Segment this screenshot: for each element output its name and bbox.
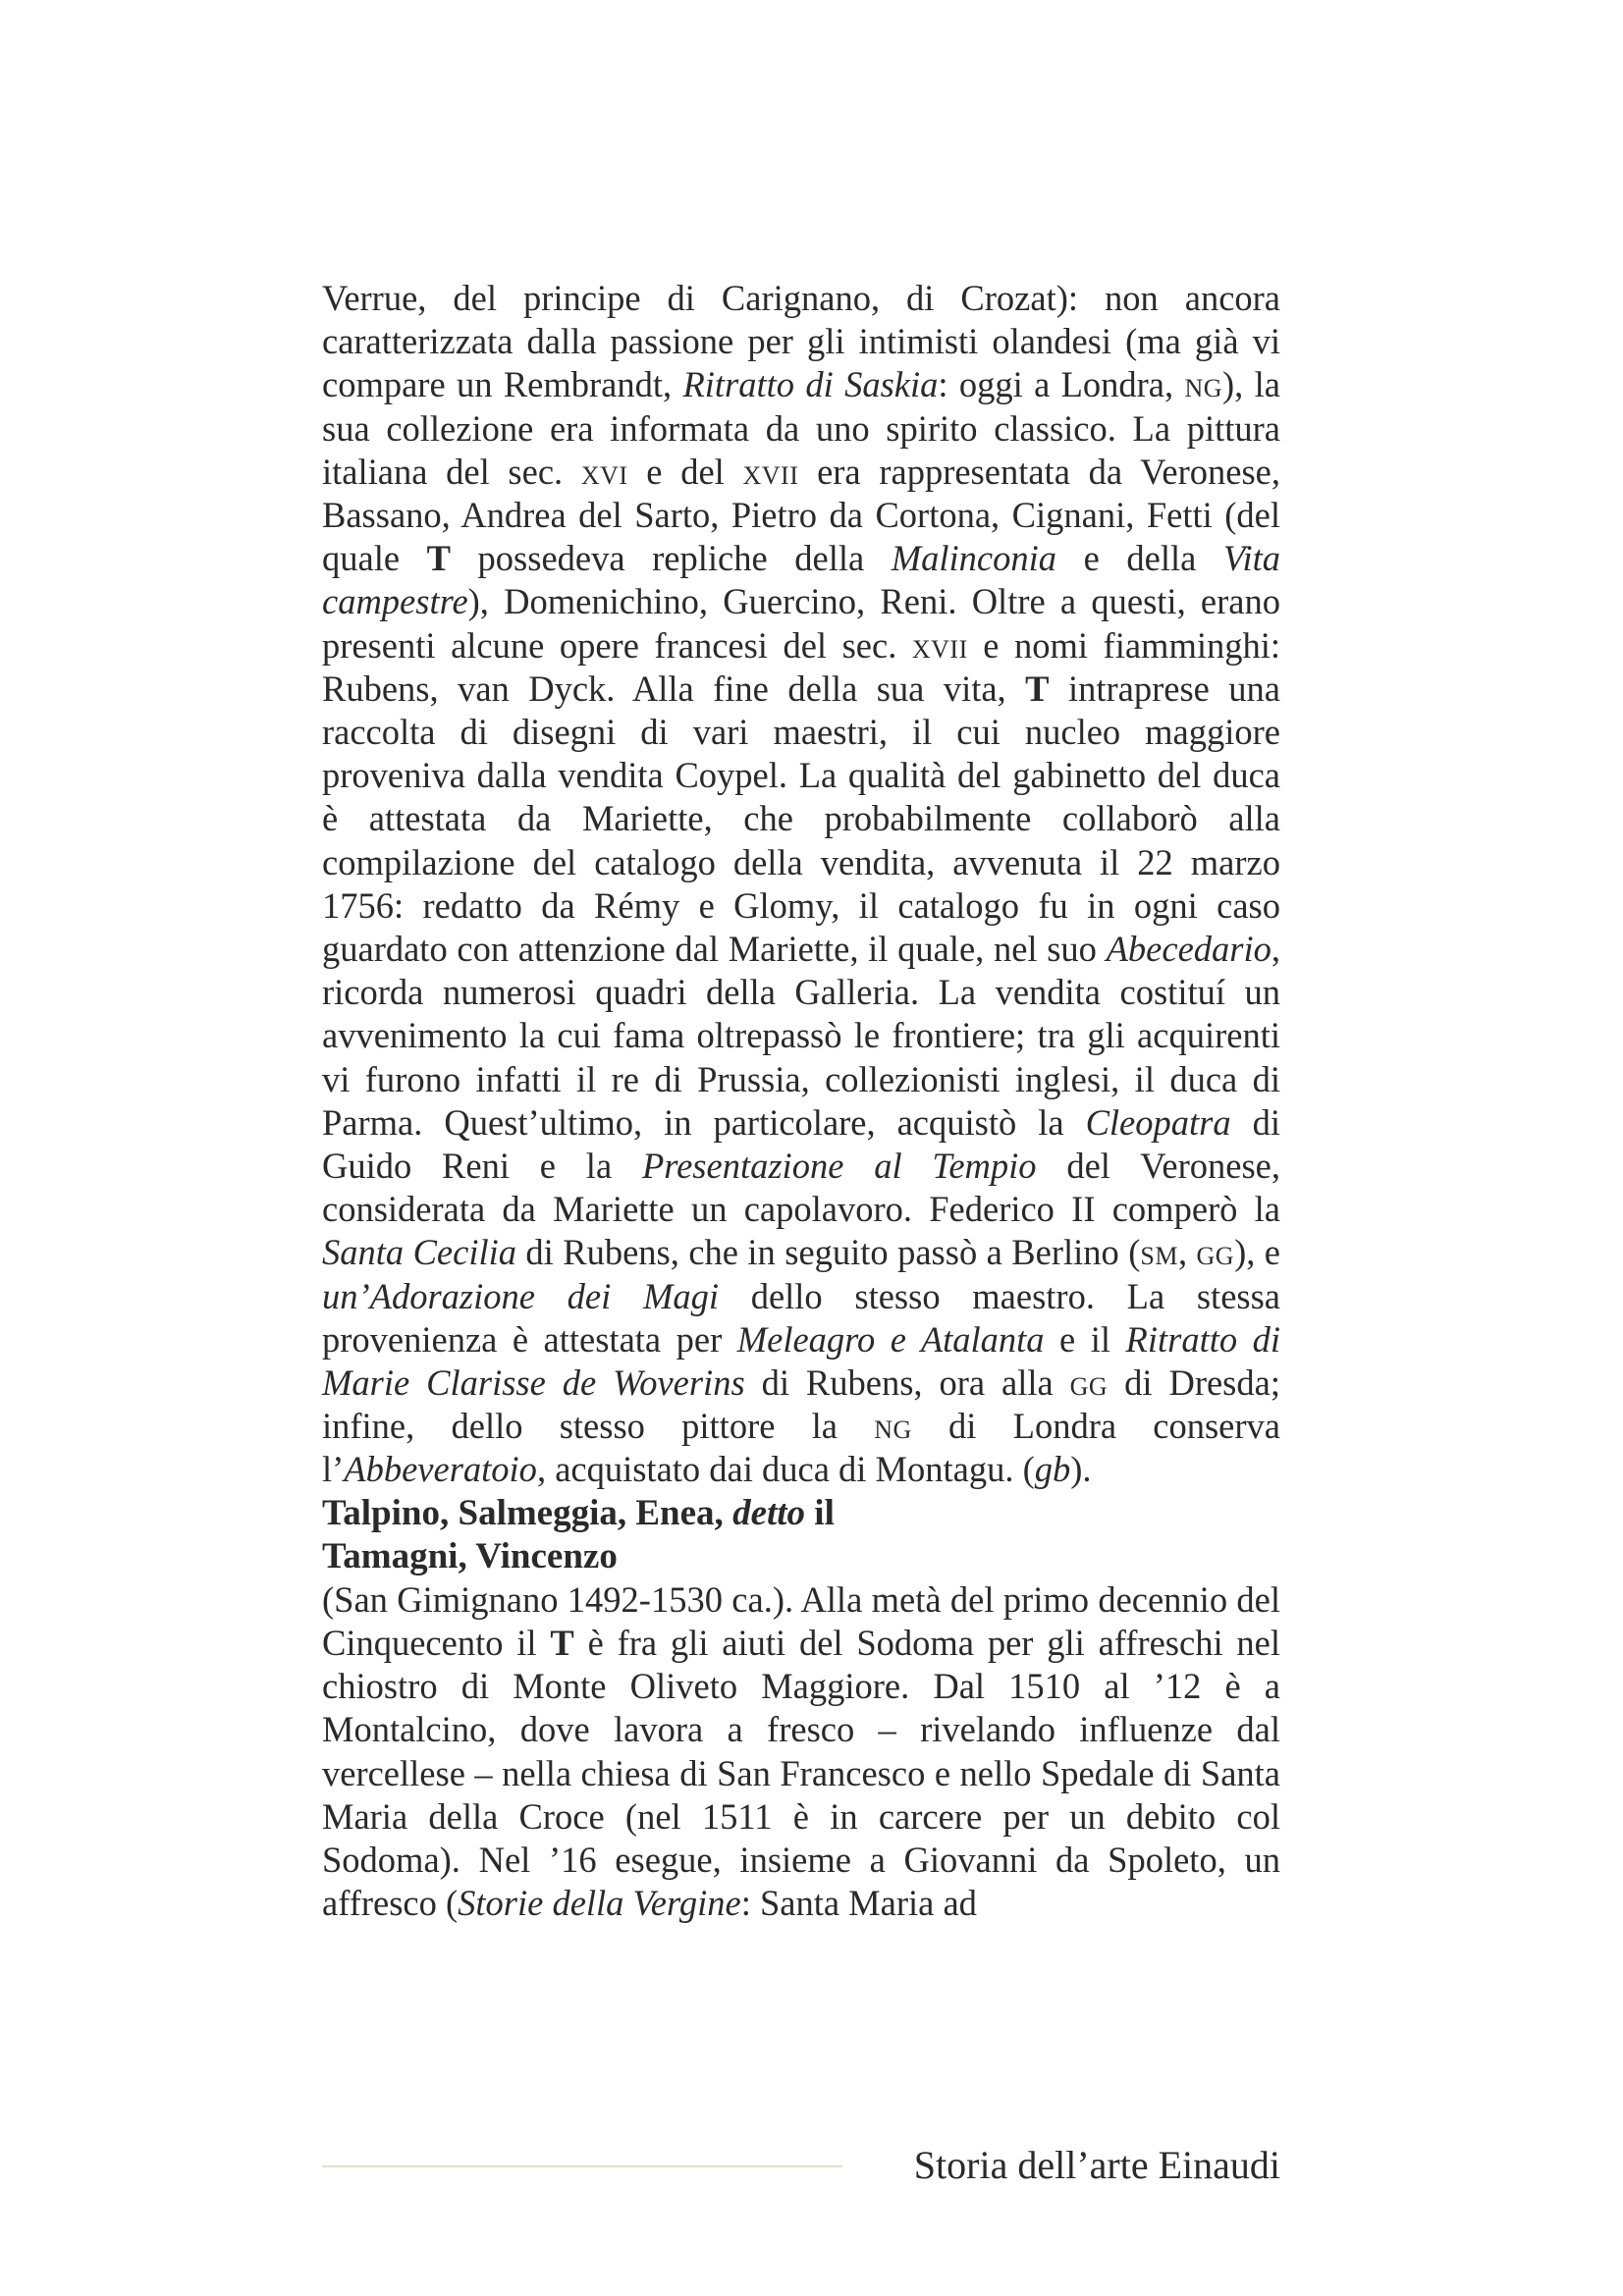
text-run: e il: [1044, 1318, 1126, 1360]
museum-abbrev: ng: [874, 1406, 912, 1447]
artwork-title: Ritratto di Marie Clarisse de Woverins: [322, 1318, 1280, 1404]
subject-abbrev: T: [550, 1622, 574, 1663]
artwork-title: Cleopatra: [1085, 1101, 1231, 1143]
text-run: ), la sua collezione era informata da uno spirito classico. La pittura italiana del sec.: [322, 364, 1280, 492]
author-initials: gb: [1034, 1449, 1071, 1490]
text-run: è fra gli aiuti del Sodoma per gli affreschi nel chiostro di Monte Oliveto Maggiore. Dal 1510 al ’12 è a Montalcino, dove lavora a fresco – rivelando influenze dal vercellese – nella chiesa di San Francesco e nello Spedale di Santa Maria della Croce (nel 1511 è in carcere per un debito col Sodoma). Nel ’16 esegue, insieme a Giovanni da Spoleto, un affresco (: [322, 1622, 1281, 1924]
artwork-title: Vita campestre: [322, 538, 1281, 622]
entry-heading-tamagni: [322, 1535, 1280, 1578]
page-body: [322, 277, 1280, 1925]
museum-abbrev: gg: [1196, 1232, 1235, 1273]
text-run: di Guido Reni e la: [322, 1101, 1280, 1187]
text-run: di Rubens, ora alla: [744, 1362, 1070, 1404]
text-run: e del: [627, 451, 743, 492]
museum-abbrev: sm: [1140, 1232, 1178, 1273]
century-numeral: xvii: [742, 451, 799, 492]
text-run: possedeva repliche della: [450, 538, 892, 579]
artwork-title: Abbeveratoio: [344, 1449, 537, 1490]
text-run: di Dresda; infine, dello stesso pittore la: [322, 1362, 1280, 1447]
footer-rule: [322, 2165, 842, 2167]
artwork-title: un’Adorazione dei Magi: [322, 1275, 719, 1316]
heading-name: Talpino, Salmeggia, Enea,: [322, 1492, 733, 1533]
text-run: di Londra conserva l’: [322, 1406, 1280, 1490]
text-run: (San Gimignano 1492-1530 ca.). Alla metà del primo decennio del Cinquecento il: [322, 1578, 1280, 1663]
entry-paragraph-continued: [322, 277, 1280, 1492]
artwork-title: Ritratto di Saskia: [682, 364, 939, 405]
artwork-title: Santa Cecilia: [322, 1232, 516, 1273]
subject-abbrev: T: [426, 538, 451, 579]
artwork-title: Storie della Vergine: [458, 1883, 741, 1924]
text-run: di Rubens, che in seguito passò a Berlino (: [516, 1232, 1141, 1273]
text-run: : Santa Maria ad: [740, 1883, 977, 1924]
subject-abbrev: T: [1025, 667, 1050, 709]
entry-heading-talpino: [322, 1492, 1280, 1535]
entry-paragraph-tamagni: [322, 1578, 1280, 1926]
text-run: : oggi a Londra,: [938, 364, 1185, 405]
heading-italic: detto: [732, 1492, 806, 1533]
text-run: ).: [1070, 1449, 1092, 1490]
artwork-title: Meleagro e Atalanta: [736, 1318, 1045, 1360]
artwork-title: Abecedario: [1106, 929, 1271, 970]
text-run: era rappresentata da Veronese, Bassano, Andrea del Sarto, Pietro da Cortona, Cignani, Fetti (del quale: [322, 451, 1280, 579]
heading-tail: il: [805, 1492, 835, 1533]
text-run: ), e: [1234, 1232, 1280, 1273]
text-run: , ricorda numerosi quadri della Galleria. La vendita costituí un avvenimento la cui fama oltrepassò le frontiere; tra gli acquirenti vi furono infatti il re di Prussia, collezionisti inglesi, il duca di Parma. Quest’ultimo, in particolare, acquistò la: [322, 929, 1280, 1143]
heading-name: Tamagni, Vincenzo: [322, 1535, 618, 1576]
museum-abbrev: gg: [1069, 1362, 1109, 1404]
century-numeral: xvi: [580, 451, 628, 492]
text-run: intraprese una raccolta di disegni di vari maestri, il cui nucleo maggiore proveniva dalla vendita Coypel. La qualità del gabinetto del duca è attestata da Mariette, che probabilmente collaborò alla compilazione del catalogo della vendita, avvenuta il 22 marzo 1756: redatto da Rémy e Glomy, il catalogo fu in ogni caso guardato con attenzione dal Mariette, il quale, nel suo: [322, 667, 1280, 970]
text-run: , acquistato dai duca di Montagu. (: [536, 1449, 1035, 1490]
text-run: ,: [1177, 1232, 1197, 1273]
text-run: e della: [1056, 538, 1223, 579]
artwork-title: Presentazione al Tempio: [641, 1146, 1037, 1187]
museum-abbrev: ng: [1184, 364, 1223, 405]
text-run: del Veronese, considerata da Mariette un capolavoro. Federico II comperò la: [322, 1146, 1280, 1230]
century-numeral: xvii: [911, 624, 968, 666]
text-run: Verrue, del principe di Carignano, di Crozat): non ancora caratterizzata dalla passione per gli intimisti olandesi (ma già vi compare un Rembrandt,: [322, 278, 1280, 405]
text-run: ), Domenichino, Guercino, Reni. Oltre a questi, erano presenti alcune opere francesi del sec.: [322, 581, 1280, 666]
text-run: dello stesso maestro. La stessa provenienza è attestata per: [322, 1275, 1280, 1360]
artwork-title: Malinconia: [891, 538, 1057, 579]
text-run: e nomi fiamminghi: Rubens, van Dyck. Alla fine della sua vita,: [322, 624, 1281, 709]
footer-title: Storia dell’arte Einaudi: [913, 2143, 1280, 2187]
